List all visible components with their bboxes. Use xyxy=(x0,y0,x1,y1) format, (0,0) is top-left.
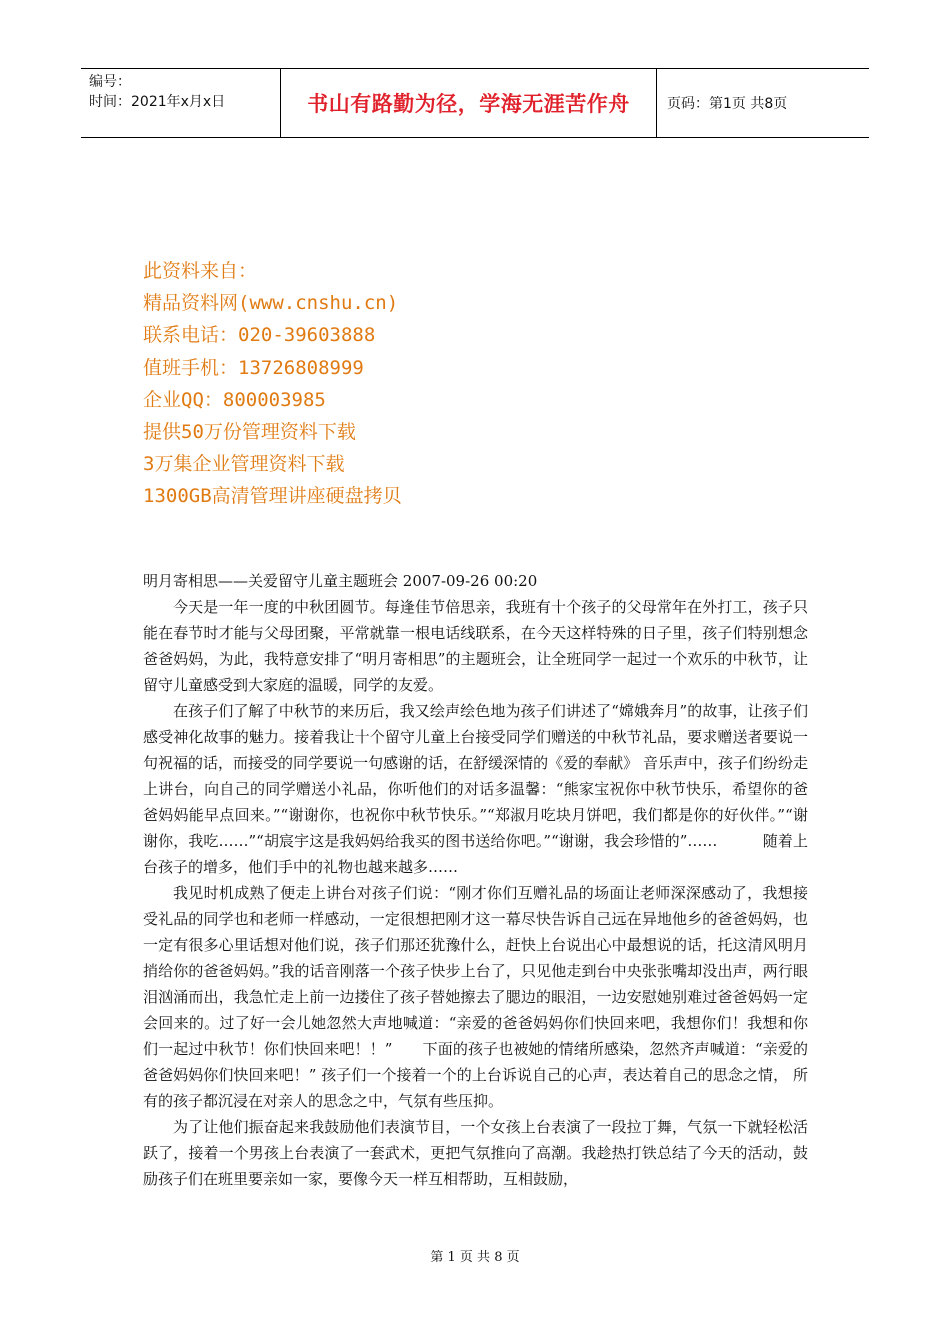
header-meta xyxy=(81,69,281,137)
article-paragraph: 今天是一年一度的中秋团圆节。每逢佳节倍思亲，我班有十个孩子的父母常年在外打工，孩子只能在春节时才能与父母团聚，平常就靠一根电话线联系，在今天这样特殊的日子里，孩子们特别想念爸爸妈妈，为此，我特意安排了“明月寄相思”的主题班会，让全班同学一起过一个欢乐的中秋节，让留守儿童感受到大家庭的温暖，同学的友爱。 xyxy=(143,598,808,694)
ad-line: 精品资料网(www.cnshu.cn) xyxy=(143,292,399,315)
header-table xyxy=(81,68,869,138)
ad-line: 联系电话：020-39603888 xyxy=(143,324,376,347)
ad-line: 企业QQ：800003985 xyxy=(143,388,326,411)
ad-line: 提供50万份管理资料下载 xyxy=(143,421,356,444)
header-motto: 书山有路勤为径，学海无涯苦作舟 xyxy=(281,69,657,137)
article-title: 明月寄相思——关爱留守儿童主题班会 2007-09-26 00:20 xyxy=(143,572,538,590)
article xyxy=(143,568,808,1192)
article-paragraph: 为了让他们振奋起来我鼓励他们表演节目，一个女孩上台表演了一段拉丁舞，气氛一下就轻松活跃了，接着一个男孩上台表演了一套武术，更把气氛推向了高潮。我趁热打铁总结了今天的活动，鼓励孩子们在班里要亲如一家，要像今天一样互相帮助，互相鼓励， xyxy=(143,1118,808,1188)
ad-block xyxy=(143,255,402,513)
article-paragraph: 我见时机成熟了便走上讲台对孩子们说：“刚才你们互赠礼品的场面让老师深深感动了，我想接受礼品的同学也和老师一样感动，一定很想把刚才这一幕尽快告诉自己远在异地他乡的爸爸妈妈，也一定有很多心里话想对他们说，孩子们那还犹豫什么，赶快上台说出心中最想说的话，托这清风明月捎给你的爸爸妈妈。”我的话音刚落一个孩子快步上台了，只见他走到台中央张张嘴却没出声，两行眼泪汹涌而出，我急忙走上前一边搂住了孩子替她擦去了腮边的眼泪，一边安慰她别难过爸爸妈妈一定会回来的。过了好一会儿她忽然大声地喊道：“亲爱的爸爸妈妈你们快回来吧，我想你们！我想和你们一起过中秋节！你们快回来吧！！” 下面的孩子也被她的情绪所感染，忽然齐声喊道：“亲爱的爸爸妈妈你们快回来吧！” 孩子们一个接着一个的上台诉说自己的心声，表达着自己的思念之情， 所有的孩子都沉浸在对亲人的思念之中，气氛有些压抑。 xyxy=(143,884,808,1110)
header-page-info: 页码：第1页 共8页 xyxy=(667,96,788,112)
date-label: 时间：2021年x月x日 xyxy=(89,94,226,110)
ad-line: 3万集企业管理资料下载 xyxy=(143,453,345,476)
ad-line: 此资料来自： xyxy=(143,260,258,282)
page-footer: 第 1 页 共 8 页 xyxy=(430,1250,520,1265)
article-paragraph: 在孩子们了解了中秋节的来历后，我又绘声绘色地为孩子们讲述了“嫦娥奔月”的故事，让孩子们感受神化故事的魅力。接着我让十个留守儿童上台接受同学们赠送的中秋节礼品，要求赠送者要说一句祝福的话，而接受的同学要说一句感谢的话，在舒缓深情的《爱的奉献》 音乐声中，孩子们纷纷走上讲台，向自己的同学赠送小礼品，你听他们的对话多温馨：“熊家宝祝你中秋节快乐，希望你的爸爸妈妈能早点回来。”“谢谢你，也祝你中秋节快乐。”“郑淑月吃块月饼吧，我们都是你的好伙伴。”“谢谢你，我吃……”“胡宸宇这是我妈妈给我买的图书送给你吧。”“谢谢，我会珍惜的”…… 随着上台孩子的增多，他们手中的礼物也越来越多…… xyxy=(143,702,808,876)
number-label: 编号： xyxy=(89,74,131,90)
ad-line: 值班手机：13726808999 xyxy=(143,356,364,379)
ad-line: 1300GB高清管理讲座硬盘拷贝 xyxy=(143,485,402,508)
